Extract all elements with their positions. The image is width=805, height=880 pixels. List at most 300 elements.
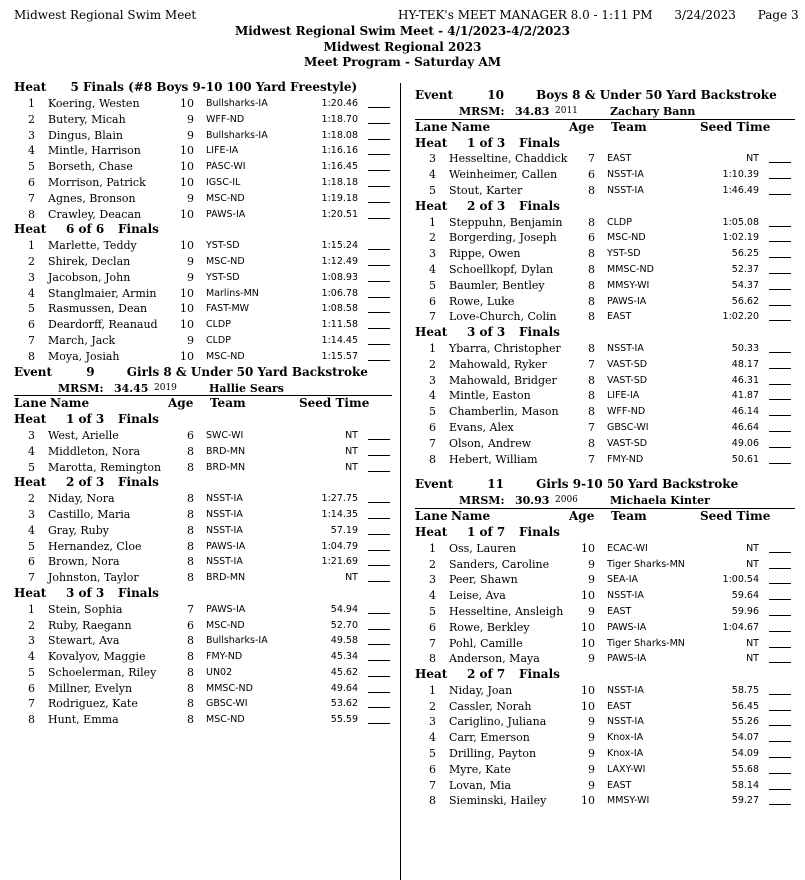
team-code: PAWS-IA (206, 603, 246, 615)
swimmer-name: Borseth, Chase (48, 160, 133, 174)
seed-time: NT (746, 153, 759, 165)
swimmer-name: Rippe, Owen (449, 247, 521, 261)
heat-type: Finals (519, 198, 560, 213)
swimmer-name: Leise, Ava (449, 589, 506, 603)
lane-number: 5 (429, 183, 436, 197)
swimmer-age: 10 (581, 699, 595, 713)
lane-number: 6 (28, 318, 35, 332)
team-code: Bullsharks-IA (206, 635, 268, 647)
final-time-blank (368, 186, 390, 187)
final-time-blank (769, 741, 791, 742)
final-time-blank (368, 565, 390, 566)
event-5-title-text: 5 Finals (#8 Boys 9-10 100 Yard Freestyle) (70, 80, 358, 94)
team-code: LIFE-IA (607, 390, 640, 402)
final-time-blank (368, 502, 390, 503)
swimmer-name: Drilling, Payton (449, 747, 537, 761)
swimmer-row (415, 714, 795, 730)
swimmer-name: March, Jack (48, 333, 116, 347)
team-code: MMSC-ND (607, 263, 654, 275)
seed-time: 1:46.49 (722, 184, 759, 196)
lane-number: 6 (429, 762, 436, 776)
swimmer-name: Oss, Lauren (449, 541, 517, 555)
final-time-blank (368, 439, 390, 440)
swimmer-name: Koering, Westen (48, 97, 140, 110)
final-time-blank (368, 281, 390, 282)
swimmer-age: 6 (187, 618, 194, 632)
seed-time: 41.87 (731, 390, 759, 402)
team-code: NSST-IA (607, 716, 644, 728)
swimmer-row (14, 333, 392, 349)
seed-time: 1:15.57 (321, 350, 358, 362)
lane-number: 3 (429, 373, 436, 387)
swimmer-name: Johnston, Taylor (48, 571, 139, 585)
lane-number: 3 (429, 573, 436, 587)
heat-type: Finals (118, 585, 159, 600)
final-time-blank (368, 692, 390, 693)
final-time-blank (368, 455, 390, 456)
team-code: PAWS-IA (607, 653, 647, 665)
swimmer-name: Marlette, Teddy (48, 239, 137, 253)
final-time-blank (769, 289, 791, 290)
swimmer-age: 9 (187, 254, 194, 268)
heat-number: 1 of 3 (66, 412, 105, 427)
swimmer-name: Shirek, Declan (48, 254, 131, 268)
team-code: PAWS-IA (206, 208, 246, 220)
event-5-heat-6 (14, 238, 392, 364)
software-label: HY-TEK's MEET MANAGER 8.0 - 1:11 PM (398, 8, 653, 22)
swimmer-row (415, 604, 795, 620)
swimmer-row (14, 270, 392, 286)
team-code: EAST (607, 605, 632, 617)
swimmer-age: 10 (180, 175, 194, 189)
team-code: PAWS-IA (607, 295, 647, 307)
swimmer-age: 8 (187, 523, 194, 537)
seed-time: 1:10.39 (722, 169, 759, 181)
swimmer-name: Deardorff, Reanaud (48, 318, 158, 332)
lane-number: 5 (429, 747, 436, 761)
team-code: YST-SD (206, 240, 240, 252)
swimmer-name: Hebert, William (449, 452, 538, 466)
swimmer-row (14, 143, 392, 159)
final-time-blank (368, 202, 390, 203)
team-code: NSST-IA (607, 684, 644, 696)
swimmer-name: Kovalyov, Maggie (48, 650, 146, 664)
swimmer-row (415, 388, 795, 404)
swimmer-row (14, 539, 392, 555)
swimmer-name: Mahowald, Bridger (449, 373, 557, 387)
seed-time: 1:27.75 (321, 493, 358, 505)
swimmer-age: 7 (588, 452, 595, 466)
heat-header (14, 412, 392, 428)
seed-time: NT (746, 542, 759, 554)
final-time-blank (368, 644, 390, 645)
seed-time: 50.61 (731, 453, 759, 465)
lane-number: 6 (429, 620, 436, 634)
final-time-blank (769, 241, 791, 242)
lane-number: 7 (28, 571, 35, 585)
final-time-blank (368, 707, 390, 708)
event-10-column-headers: Lane Name Age Team Seed Time (415, 119, 771, 134)
seed-time: NT (345, 461, 358, 473)
swimmer-age: 8 (588, 436, 595, 450)
swimmer-name: Schoelerman, Riley (48, 665, 157, 679)
team-code: LIFE-IA (206, 145, 239, 157)
swimmer-age: 10 (180, 302, 194, 316)
team-code: VAST-SD (607, 437, 648, 449)
heat-number: 2 of 3 (467, 198, 506, 213)
swimmer-name: Butery, Micah (48, 112, 126, 126)
swimmer-row (415, 167, 795, 183)
lane-number: 7 (429, 636, 436, 650)
seed-time: 50.33 (731, 342, 759, 354)
swimmer-name: Sieminski, Hailey (449, 794, 547, 808)
meet-short-title: Midwest Regional Swim Meet (14, 8, 197, 22)
team-code: UN02 (206, 666, 233, 678)
final-time-blank (769, 399, 791, 400)
seed-time: 1:20.51 (321, 208, 358, 220)
event-9-column-headers: Lane Name Age Team Seed Time (14, 396, 370, 411)
lane-number: 1 (429, 341, 436, 355)
seed-time: 55.59 (330, 714, 358, 726)
swimmer-name: Schoellkopf, Dylan (449, 262, 554, 276)
team-code: WFF-ND (607, 406, 646, 418)
swimmer-row (415, 230, 795, 246)
lane-number: 5 (429, 405, 436, 419)
swimmer-row (14, 696, 392, 712)
swimmer-age: 8 (187, 571, 194, 585)
swimmer-age: 10 (581, 589, 595, 603)
swimmer-row (14, 159, 392, 175)
final-time-blank (769, 194, 791, 195)
team-code: NSST-IA (206, 508, 243, 520)
swimmer-row (415, 572, 795, 588)
swimmer-row (415, 636, 795, 652)
swimmer-name: Rowe, Luke (449, 294, 515, 308)
team-code: NSST-IA (206, 493, 243, 505)
final-time-blank (769, 662, 791, 663)
swimmer-age: 9 (588, 778, 595, 792)
swimmer-row (415, 778, 795, 794)
seed-time: 1:02.20 (722, 311, 759, 323)
seed-time: 1:14.35 (321, 508, 358, 520)
seed-time: 45.34 (330, 651, 358, 663)
seed-time: 1:00.54 (722, 574, 759, 586)
swimmer-name: Jacobson, John (48, 270, 131, 284)
swimmer-age: 9 (588, 762, 595, 776)
lane-number: 8 (28, 349, 35, 363)
final-time-blank (769, 384, 791, 385)
heat-type: Finals (519, 524, 560, 539)
team-code: Knox-IA (607, 748, 644, 760)
swimmer-row (14, 286, 392, 302)
final-time-blank (368, 676, 390, 677)
swimmer-name: Stewart, Ava (48, 634, 120, 648)
final-time-blank (769, 710, 791, 711)
swimmer-row (415, 215, 795, 231)
swimmer-age: 8 (187, 650, 194, 664)
lane-number: 5 (28, 665, 35, 679)
seed-time: 46.31 (731, 374, 759, 386)
swimmer-age: 10 (180, 160, 194, 174)
page-number: Page 3 (757, 8, 799, 22)
swimmer-name: Ybarra, Christopher (449, 341, 561, 355)
heat-header (415, 136, 795, 152)
seed-time: 49.64 (330, 682, 358, 694)
seed-time: 52.70 (330, 619, 358, 631)
team-code: MMSY-WI (607, 279, 650, 291)
swimmer-row (14, 507, 392, 523)
swimmer-name: Hesseltine, Chaddick (449, 152, 568, 166)
swimmer-age: 9 (588, 573, 595, 587)
swimmer-name: Carr, Emerson (449, 731, 530, 745)
swimmer-row (415, 420, 795, 436)
swimmer-age: 9 (187, 112, 194, 126)
swimmer-name: Stanglmaier, Armin (48, 286, 157, 300)
team-code: EAST (607, 311, 632, 323)
seed-time: 46.64 (731, 421, 759, 433)
final-time-blank (368, 154, 390, 155)
team-code: BRD-MN (206, 445, 246, 457)
swimmer-age: 8 (588, 215, 595, 229)
swimmer-age: 10 (180, 144, 194, 158)
lane-number: 5 (28, 460, 35, 474)
heat-header (415, 525, 795, 541)
swimmer-row (14, 301, 392, 317)
lane-number: 3 (429, 247, 436, 261)
event-11-column-headers: Lane Name Age Team Seed Time (415, 509, 771, 524)
swimmer-row (14, 602, 392, 618)
team-code: MSC-ND (206, 350, 245, 362)
final-time-blank (368, 471, 390, 472)
lane-number: 6 (28, 555, 35, 569)
seed-time: 49.06 (731, 437, 759, 449)
heat-type: Finals (519, 135, 560, 150)
team-code: EAST (607, 779, 632, 791)
lane-number: 1 (429, 683, 436, 697)
swimmer-row (14, 712, 392, 728)
swimmer-row (415, 793, 795, 809)
team-code: BRD-MN (206, 572, 246, 584)
team-code: YST-SD (206, 271, 240, 283)
swimmer-age: 9 (588, 715, 595, 729)
final-time-blank (368, 534, 390, 535)
swimmer-age: 8 (187, 444, 194, 458)
lane-number: 5 (28, 302, 35, 316)
lane-number: 2 (28, 112, 35, 126)
lane-number: 8 (429, 452, 436, 466)
swimmer-row (415, 341, 795, 357)
team-code: CLDP (206, 319, 231, 331)
swimmer-name: Morrison, Patrick (48, 175, 146, 189)
event-9-record: MRSM: 34.45 2019 Hallie Sears (14, 381, 392, 397)
seed-time: NT (746, 637, 759, 649)
swimmer-age: 10 (180, 239, 194, 253)
lane-number: 2 (28, 492, 35, 506)
swimmer-row (14, 491, 392, 507)
team-code: IGSC-IL (206, 176, 241, 188)
final-time-blank (769, 773, 791, 774)
swimmer-row (14, 554, 392, 570)
heat-type: Finals (118, 475, 159, 490)
heat-number: 1 of 7 (467, 524, 506, 539)
seed-time: 46.14 (731, 406, 759, 418)
team-code: EAST (607, 700, 632, 712)
heat-type: Finals (519, 667, 560, 682)
final-time-blank (368, 360, 390, 361)
swimmer-age: 9 (588, 731, 595, 745)
swimmer-age: 8 (187, 555, 194, 569)
lane-number: 7 (429, 310, 436, 324)
lane-number: 1 (429, 215, 436, 229)
swimmer-row (14, 460, 392, 476)
team-code: MSC-ND (607, 232, 646, 244)
swimmer-name: Chamberlin, Mason (449, 405, 559, 419)
seed-time: 1:08.58 (321, 303, 358, 315)
swimmer-row (14, 570, 392, 586)
lane-number: 4 (28, 286, 35, 300)
seed-time: NT (345, 445, 358, 457)
seed-time: 1:04.67 (722, 621, 759, 633)
team-code: Tiger Sharks-MN (607, 558, 685, 570)
team-code: NSST-IA (607, 184, 644, 196)
final-time-blank (368, 312, 390, 313)
swimmer-row (415, 294, 795, 310)
swimmer-row (415, 730, 795, 746)
swimmer-age: 8 (187, 492, 194, 506)
swimmer-row (415, 541, 795, 557)
lane-number: 2 (429, 557, 436, 571)
swimmer-row (415, 557, 795, 573)
seed-time: 1:02.19 (722, 232, 759, 244)
heat-number: 3 of 3 (467, 325, 506, 340)
team-code: NSST-IA (607, 342, 644, 354)
final-time-blank (769, 599, 791, 600)
seed-time: 1:18.18 (321, 176, 358, 188)
swimmer-age: 7 (187, 602, 194, 616)
final-time-blank (368, 344, 390, 345)
swimmer-row (14, 618, 392, 634)
swimmer-row (415, 151, 795, 167)
seed-time: 56.45 (731, 700, 759, 712)
heat-number: 2 of 7 (467, 667, 506, 682)
swimmer-row (415, 262, 795, 278)
team-code: VAST-SD (607, 374, 648, 386)
event-5-heat-6-header: Heat 6 of 6 Finals (14, 222, 159, 237)
team-code: VAST-SD (607, 358, 648, 370)
lane-number: 5 (429, 604, 436, 618)
swimmer-name: Gray, Ruby (48, 523, 109, 537)
swimmer-age: 6 (588, 168, 595, 182)
lane-number: 4 (28, 144, 35, 158)
team-code: YST-SD (607, 248, 641, 260)
swimmer-row (14, 112, 392, 128)
final-time-blank (368, 629, 390, 630)
heat-header (415, 199, 795, 215)
swimmer-age: 8 (187, 665, 194, 679)
lane-number: 2 (28, 254, 35, 268)
seed-time: 1:18.70 (321, 113, 358, 125)
swimmer-age: 10 (581, 794, 595, 808)
seed-time: 54.94 (330, 603, 358, 615)
swimmer-name: Cassler, Norah (449, 699, 532, 713)
swimmer-age: 10 (581, 636, 595, 650)
swimmer-age: 8 (187, 460, 194, 474)
final-time-blank (769, 757, 791, 758)
final-time-blank (368, 218, 390, 219)
team-code: CLDP (206, 334, 231, 346)
seed-time: 54.09 (731, 748, 759, 760)
heat-label: Heat (415, 524, 448, 539)
final-time-blank (769, 368, 791, 369)
final-time-blank (368, 550, 390, 551)
swimmer-name: Stein, Sophia (48, 602, 123, 616)
seed-time: NT (746, 558, 759, 570)
swimmer-name: Dingus, Blain (48, 128, 123, 142)
swimmer-row (14, 191, 392, 207)
swimmer-row (14, 238, 392, 254)
swimmer-row (415, 762, 795, 778)
swimmer-row (415, 278, 795, 294)
swimmer-age: 9 (187, 270, 194, 284)
team-code: Bullsharks-IA (206, 98, 268, 109)
team-code: Knox-IA (607, 732, 644, 744)
team-code: LAXY-WI (607, 763, 646, 775)
swimmer-row (415, 357, 795, 373)
team-code: FMY-ND (607, 453, 644, 465)
swimmer-name: Middleton, Nora (48, 444, 141, 458)
seed-time: 1:16.16 (321, 145, 358, 157)
swimmer-name: Pohl, Camille (449, 636, 523, 650)
seed-time: 1:21.69 (321, 556, 358, 568)
heat-header (415, 667, 795, 683)
lane-number: 1 (28, 239, 35, 253)
team-code: BRD-MN (206, 461, 246, 473)
swimmer-age: 8 (588, 373, 595, 387)
final-time-blank (769, 615, 791, 616)
team-code: MSC-ND (206, 192, 245, 204)
lane-number: 1 (28, 97, 35, 110)
swimmer-age: 8 (588, 262, 595, 276)
print-date: 3/24/2023 (674, 8, 736, 22)
lane-number: 2 (28, 618, 35, 632)
final-time-blank (769, 320, 791, 321)
lane-number: 3 (28, 634, 35, 648)
swimmer-age: 8 (187, 697, 194, 711)
swimmer-age: 9 (187, 191, 194, 205)
swimmer-age: 7 (588, 152, 595, 166)
swimmer-name: Borgerding, Joseph (449, 231, 557, 245)
seed-time: 59.96 (731, 605, 759, 617)
lane-number: 4 (429, 731, 436, 745)
seed-time: 57.19 (330, 524, 358, 536)
final-time-blank (769, 431, 791, 432)
event-9-heats (14, 412, 392, 728)
swimmer-row (415, 746, 795, 762)
final-time-blank (769, 226, 791, 227)
swimmer-age: 9 (588, 557, 595, 571)
swimmer-age: 6 (187, 428, 194, 442)
team-code: SWC-WI (206, 429, 244, 441)
lane-number: 3 (28, 270, 35, 284)
seed-time: 56.25 (731, 248, 759, 260)
swimmer-age: 6 (588, 231, 595, 245)
swimmer-name: Marotta, Remington (48, 460, 162, 474)
swimmer-row (14, 633, 392, 649)
swimmer-name: Mintle, Easton (449, 389, 531, 403)
final-time-blank (769, 162, 791, 163)
heat-number: 1 of 3 (467, 135, 506, 150)
column-divider (400, 83, 401, 880)
